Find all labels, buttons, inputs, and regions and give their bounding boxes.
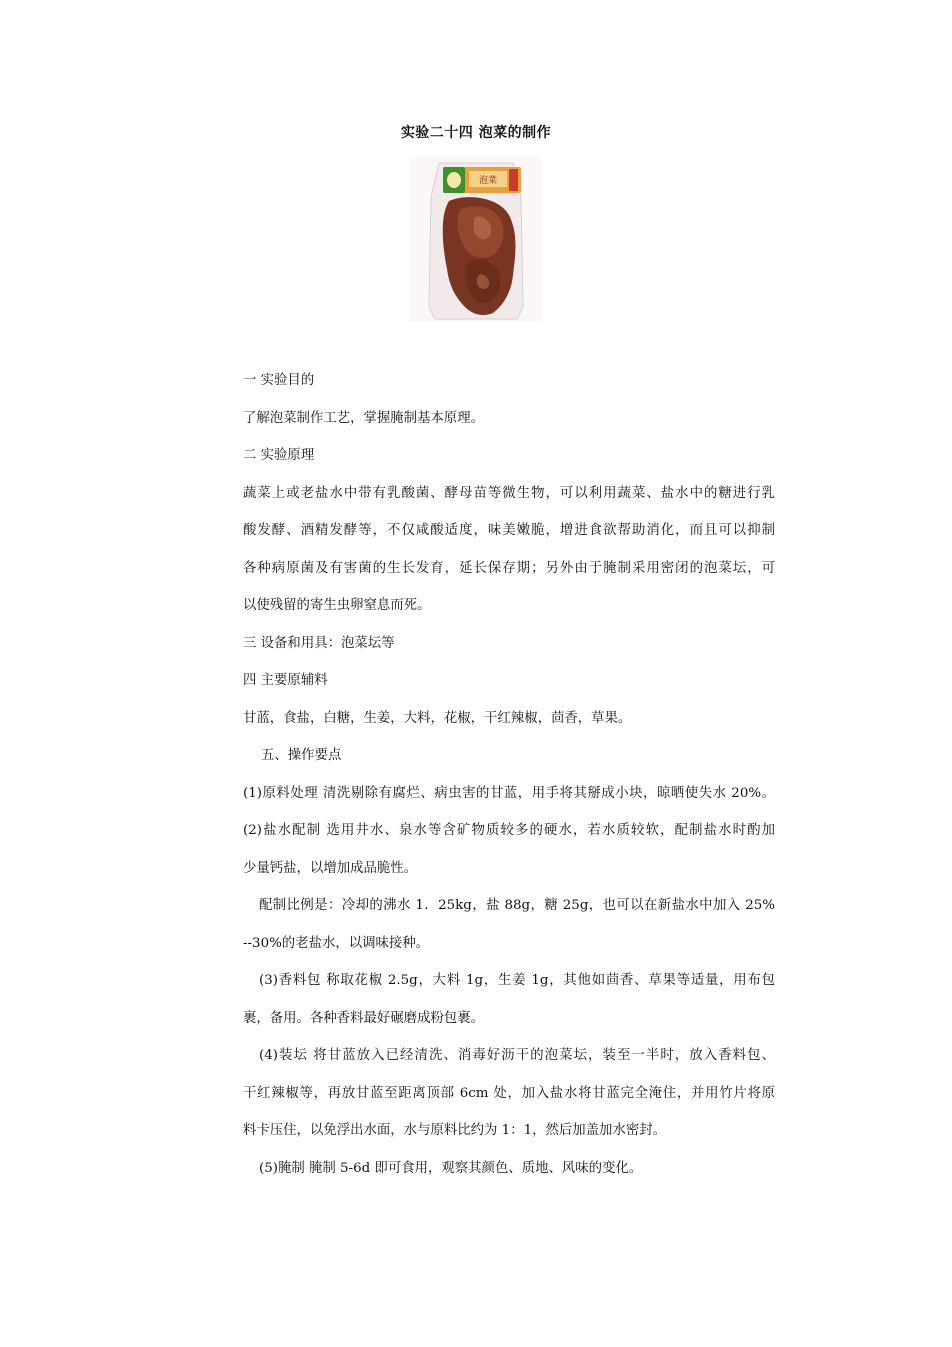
section-heading: 五、操作要点: [261, 748, 342, 763]
section-heading: 四 主要原辅料: [243, 673, 328, 688]
paragraph-line: 裹，备用。各种香料最好碾磨成粉包裹。: [243, 1010, 485, 1026]
paragraph-line: 甘蓝，食盐，白糖，生姜，大料，花椒，干红辣椒，茴香，草果。: [243, 710, 632, 726]
section-heading: 二 实验原理: [243, 448, 315, 463]
paragraph-line: 了解泡菜制作工艺，掌握腌制基本原理。: [243, 410, 485, 426]
paragraph-line: (4)装坛 将甘蓝放入已经清洗、消毒好沥干的泡菜坛，装至一半时，放入香料包、: [259, 1048, 775, 1063]
paragraph-line: 料卡压住，以免浮出水面，水与原料比约为 1：1，然后加盖加水密封。: [243, 1123, 667, 1138]
paragraph-line: (1)原料处理 清洗剔除有腐烂、病虫害的甘蓝，用手将其掰成小块，晾晒使失水 20%。: [243, 785, 775, 801]
section-heading: 一 实验目的: [243, 373, 315, 388]
package-label-text: 泡菜: [478, 176, 498, 186]
paragraph-line: 蔬菜上或老盐水中带有乳酸菌、酵母苗等微生物，可以利用蔬菜、盐水中的糖进行乳: [243, 485, 775, 501]
document-body: [243, 372, 775, 1197]
document-title: 实验二十四 泡菜的制作: [400, 125, 552, 141]
paragraph-line: 干红辣椒等，再放甘蓝至距离顶部 6cm 处，加入盐水将甘蓝完全淹住，并用竹片将原: [243, 1085, 775, 1101]
paragraph-line: 各种病原菌及有害菌的生长发育，延长保存期；另外由于腌制采用密闭的泡菜坛，可: [243, 560, 775, 576]
paragraph-line: 酸发酵、酒精发酵等，不仅咸酸适度，味美嫩脆，增进食欲帮助消化，而且可以抑制: [243, 523, 775, 538]
paragraph-line: (2)盐水配制 选用井水、泉水等含矿物质较多的硬水，若水质较软，配制盐水时酌加: [243, 823, 775, 838]
paragraph-line: 配制比例是：冷却的沸水 1．25kg，盐 88g，糖 25g，也可以在新盐水中加入 25%: [259, 898, 775, 913]
paragraph-line: (5)腌制 腌制 5-6d 即可食用，观察其颜色、质地、风味的变化。: [259, 1160, 643, 1176]
section-heading: 三 设备和用具：泡菜坛等: [243, 635, 395, 651]
pickle-package-photo: [409, 157, 542, 322]
paragraph-line: --30%的老盐水，以调味接种。: [243, 935, 430, 951]
paragraph-line: (3)香料包 称取花椒 2.5g，大料 1g，生姜 1g，其他如茴香、草果等适量，用布包: [259, 973, 775, 988]
paragraph-line: 以使残留的寄生虫卵窒息而死。: [243, 598, 431, 613]
paragraph-line: 少量钙盐，以增加成品脆性。: [243, 860, 418, 876]
